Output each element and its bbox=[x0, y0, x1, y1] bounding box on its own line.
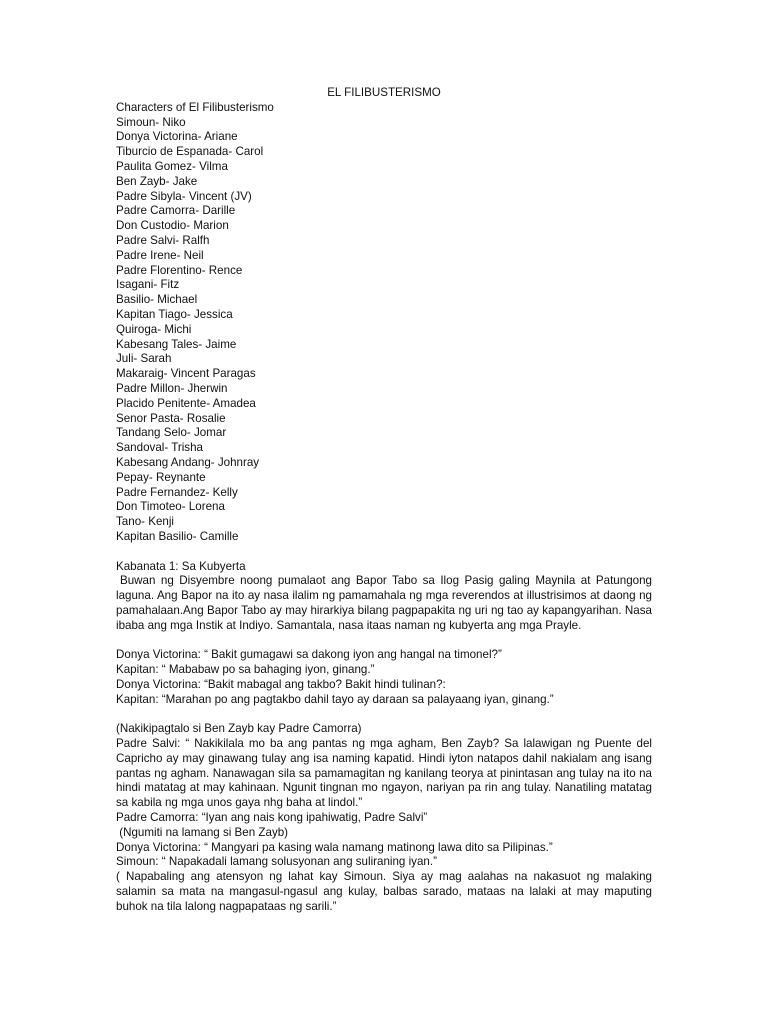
character-entry: Simoun- Niko bbox=[116, 115, 186, 129]
stage-note: (Nakikipagtalo si Ben Zayb kay Padre Camorra) bbox=[116, 722, 362, 736]
character-entry: Don Timoteo- Lorena bbox=[116, 500, 225, 514]
character-entry: Juli- Sarah bbox=[116, 352, 172, 366]
character-entry: Paulita Gomez- Vilma bbox=[116, 159, 228, 173]
character-entry: Padre Irene- Neil bbox=[116, 248, 204, 262]
chapter-title: Kabanata 1: Sa Kubyerta bbox=[116, 559, 246, 573]
document-page bbox=[116, 86, 652, 915]
character-entry: Padre Florentino- Rence bbox=[116, 263, 243, 277]
spacer bbox=[116, 545, 652, 560]
victorina-line: Donya Victorina: “ Mangyari pa kasing wala namang matinong lawa dito sa Pilipinas.” bbox=[116, 840, 553, 854]
character-entry: Kabesang Andang- Johnray bbox=[116, 455, 260, 469]
characters-list bbox=[116, 116, 652, 545]
character-entry: Donya Victorina- Ariane bbox=[116, 130, 238, 144]
closing-paragraph: ( Napabaling ang atensyon ng lahat kay Simoun. Siya ay mag aalahas na nakasuot ng malaking salamin sa mata na mangasul-ngasul ang kulay, balbas sarado, mataas na lalaki at may maputing buhok na tila lalong nagpapataas ng sarili.” bbox=[116, 870, 652, 913]
dialogue-line: Donya Victorina: “ Bakit gumagawi sa dakong iyon ang hangal na timonel?” bbox=[116, 648, 502, 662]
characters-heading: Characters of El Filibusterismo bbox=[116, 100, 274, 114]
character-entry: Placido Penitente- Amadea bbox=[116, 396, 256, 410]
intro-paragraph: Buwan ng Disyembre noong pumalaot ang Bapor Tabo sa Ilog Pasig galing Maynila at Patungong laguna. Ang Bapor na ito ay nasa ilalim ng pamamahala ng mga reverendos at illustrisimos at daong ng pamahalaan.Ang Bapor Tabo ay may hirarkiya bilang pagpapakita ng uri ng tao ay kapangyarihan. Nasa ibaba ang mga Instik at Indiyo. Samantala, nasa itaas naman ng kubyerta ang mga Prayle. bbox=[116, 574, 652, 632]
dialogue-block bbox=[116, 648, 652, 707]
stage-note: (Ngumiti na lamang si Ben Zayb) bbox=[116, 825, 289, 839]
character-entry: Padre Salvi- Ralfh bbox=[116, 233, 210, 247]
character-entry: Isagani- Fitz bbox=[116, 278, 180, 292]
character-entry: Quiroga- Michi bbox=[116, 322, 192, 336]
document-title: EL FILIBUSTERISMO bbox=[327, 86, 441, 99]
salvi-paragraph: Padre Salvi: “ Nakikilala mo ba ang pantas ng mga agham, Ben Zayb? Sa lalawigan ng Puente del Capricho ay may ginawang tulay ang isa naming kapatid. Hindi iyton natapos dahil nakialam ang isang pantas ng agham. Nanawagan sila sa pamamagitan ng kanilang teorya at pinintasan ang tulay na ito na hindi matatag at may kahinaan. Ngunit tingnan mo ngayon, nariyan pa rin ang tulay. Nanatiling matatag sa kabila ng mga unos gaya nhg baha at lindol.” bbox=[116, 737, 652, 810]
character-entry: Kapitan Basilio- Camille bbox=[116, 529, 239, 543]
dialogue-line: Kapitan: “ Mababaw po sa bahaging iyon, ginang.” bbox=[116, 663, 375, 677]
character-entry: Tandang Selo- Jomar bbox=[116, 426, 227, 440]
character-entry: Ben Zayb- Jake bbox=[116, 174, 198, 188]
character-entry: Padre Sibyla- Vincent (JV) bbox=[116, 189, 252, 203]
spacer bbox=[116, 707, 652, 722]
character-entry: Don Custodio- Marion bbox=[116, 219, 229, 233]
character-entry: Tano- Kenji bbox=[116, 515, 175, 529]
dialogue-line: Donya Victorina: “Bakit mabagal ang takbo? Bakit hindi tulinan?: bbox=[116, 677, 446, 691]
character-entry: Basilio- Michael bbox=[116, 293, 198, 307]
simoun-line: Simoun: “ Napakadali lamang solusyonan ang suliraning iyan.” bbox=[116, 855, 437, 869]
character-entry: Padre Camorra- Darille bbox=[116, 204, 236, 218]
character-entry: Sandoval- Trisha bbox=[116, 441, 203, 455]
character-entry: Tiburcio de Espanada- Carol bbox=[116, 145, 264, 159]
spacer bbox=[116, 633, 652, 648]
character-entry: Padre Fernandez- Kelly bbox=[116, 485, 238, 499]
camorra-line: Padre Camorra: “Iyan ang nais kong ipahiwatig, Padre Salvi” bbox=[116, 811, 428, 825]
character-entry: Senor Pasta- Rosalie bbox=[116, 411, 226, 425]
character-entry: Pepay- Reynante bbox=[116, 470, 206, 484]
character-entry: Kapitan Tiago- Jessica bbox=[116, 307, 233, 321]
character-entry: Makaraig- Vincent Paragas bbox=[116, 367, 256, 381]
character-entry: Kabesang Tales- Jaime bbox=[116, 337, 237, 351]
character-entry: Padre Millon- Jherwin bbox=[116, 381, 228, 395]
dialogue-line: Kapitan: “Marahan po ang pagtakbo dahil tayo ay daraan sa palayaang iyan, ginang.” bbox=[116, 692, 554, 706]
